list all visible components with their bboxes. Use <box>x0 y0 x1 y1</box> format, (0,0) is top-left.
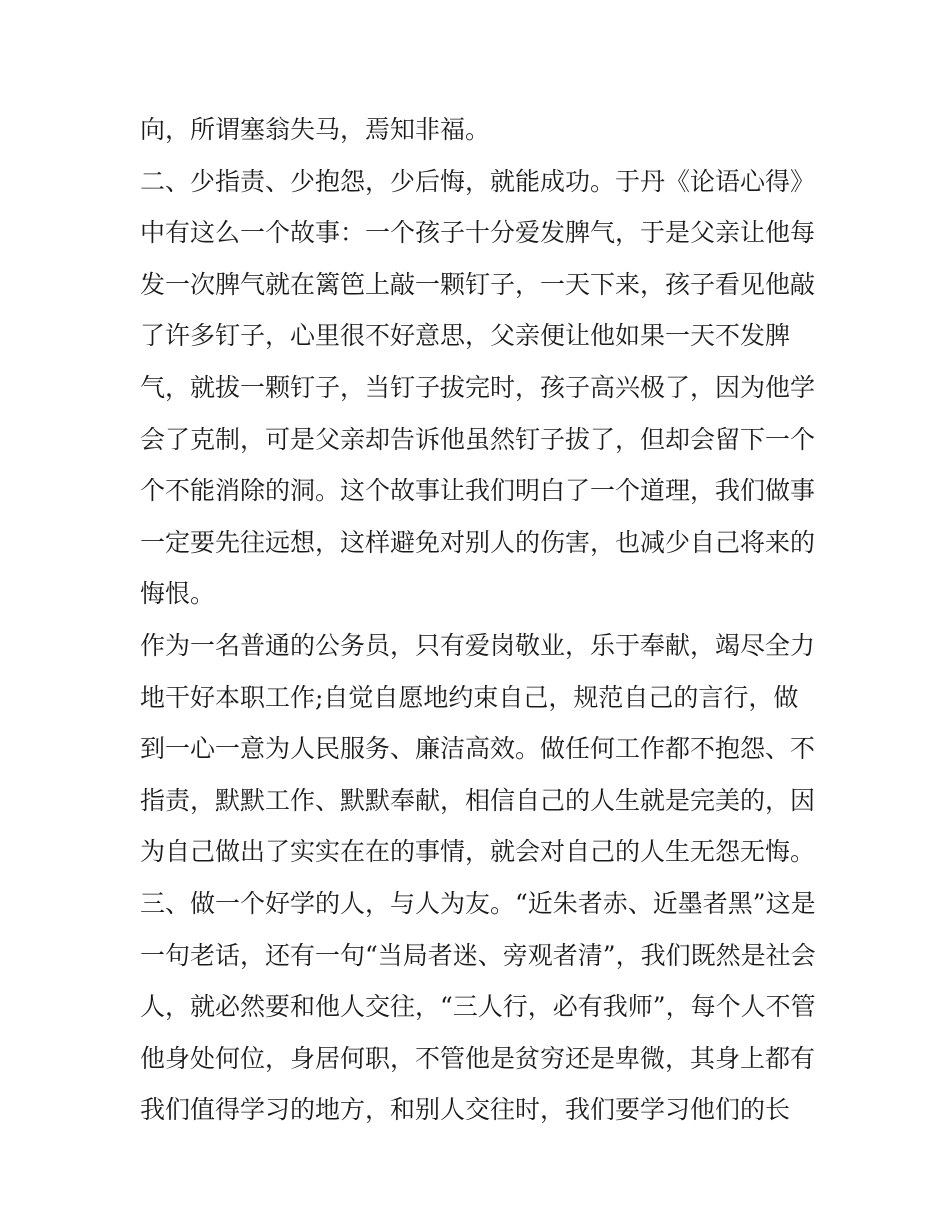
text-line: 到一心一意为人民服务、廉洁高效。做任何工作都不抱怨、不 <box>140 734 816 764</box>
text-line: 悔恨。 <box>140 579 216 609</box>
text-line: 发一次脾气就在篱笆上敲一颗钉子，一天下来，孩子看见他敲 <box>140 269 816 299</box>
text-line: 了许多钉子，心里很不好意思，父亲便让他如果一天不发脾 <box>140 321 791 351</box>
text-line: 中有这么一个故事：一个孩子十分爱发脾气，于是父亲让他每 <box>140 218 816 248</box>
text-line: 三、做一个好学的人，与人为友。“近朱者赤、近墨者黑”这是 <box>140 888 816 918</box>
text-line: 他身处何位，身居何职，不管他是贫穷还是卑微，其身上都有 <box>140 1043 816 1073</box>
text-line: 个不能消除的洞。这个故事让我们明白了一个道理，我们做事 <box>140 476 816 506</box>
text-line: 作为一名普通的公务员，只有爱岗敬业，乐于奉献，竭尽全力 <box>140 630 816 660</box>
text-line: 二、少指责、少抱怨，少后悔，就能成功。于丹《论语心得》 <box>140 166 816 196</box>
text-line: 指责，默默工作、默默奉献，相信自己的人生就是完美的，因 <box>140 785 816 815</box>
text-line: 一句老话，还有一句“当局者迷、旁观者清”，我们既然是社会 <box>140 940 816 970</box>
text-line: 气，就拔一颗钉子，当钉子拔完时，孩子高兴极了，因为他学 <box>140 372 816 402</box>
text-line: 人，就必然要和他人交往，“三人行，必有我师”，每个人不管 <box>140 992 816 1022</box>
text-line: 向，所谓塞翁失马，焉知非福。 <box>140 115 491 144</box>
text-line: 会了克制，可是父亲却告诉他虽然钉子拔了，但却会留下一个 <box>140 424 816 454</box>
text-line: 为自己做出了实实在在的事情，就会对自己的人生无怨无悔。 <box>140 837 816 867</box>
text-line: 地干好本职工作;自觉自愿地约束自己，规范自己的言行，做 <box>140 682 799 712</box>
body-text <box>140 104 830 1136</box>
text-line: 我们值得学习的地方，和别人交往时，我们要学习他们的长 <box>140 1095 791 1125</box>
text-line: 一定要先往远想，这样避免对别人的伤害，也减少自己将来的 <box>140 527 816 557</box>
